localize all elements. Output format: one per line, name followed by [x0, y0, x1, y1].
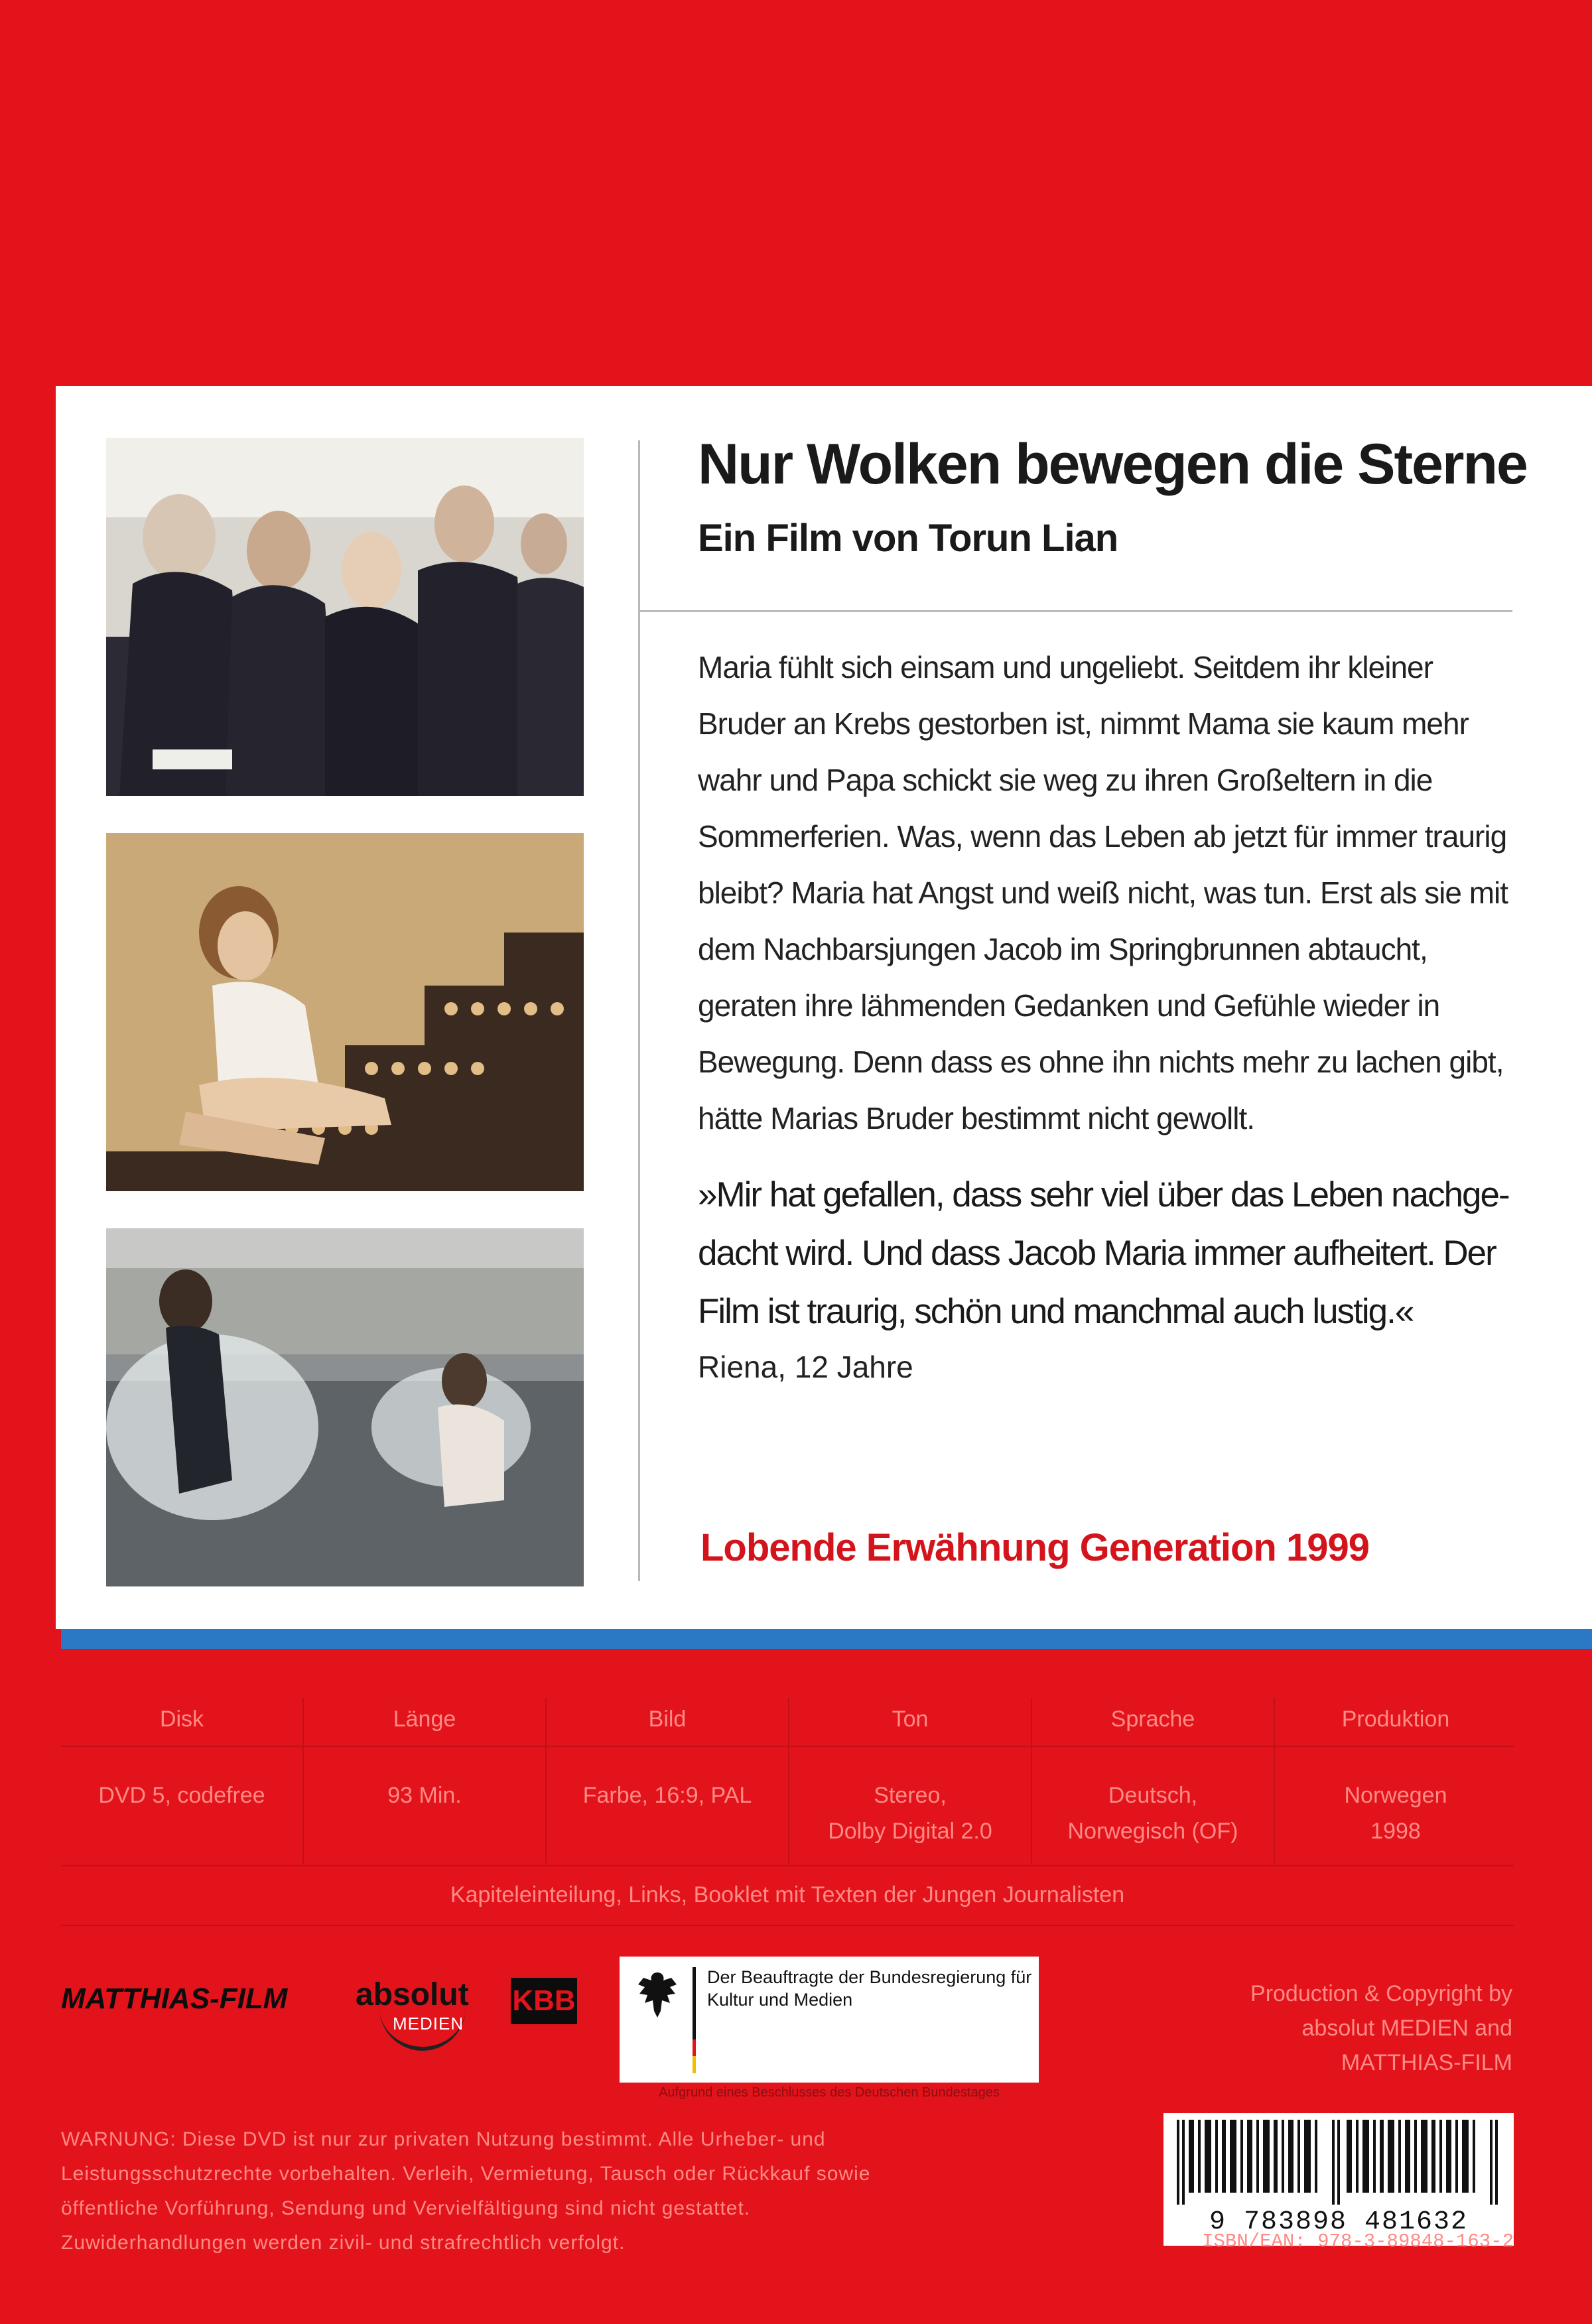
film-still-stairs: [106, 833, 584, 1191]
spec-label: Disk: [159, 1707, 204, 1732]
bkm-text: Der Beauftragte der Bundesregierung für Kultur und Medien: [707, 1967, 1032, 2010]
film-still-church: [106, 438, 584, 796]
production-copyright: Production & Copyright by absolut MEDIEN and MATTHIAS-FILM: [1250, 1981, 1512, 2075]
spec-label: Bild: [648, 1707, 687, 1732]
warning-text: WARNUNG: Diese DVD ist nur zur privaten Nutzung bestimmt. Alle Urheber- und Leistungsschutzrechte vorbehalten. Verleih, Vermietung, Tausch oder Rückkauf sowie öffentliche Vorführung, Sendung und Vervielfältigung sind nicht gestattet. Zuwiderhandlungen werden zivil- und strafrechtlich verfolgt.: [61, 2128, 871, 2254]
spec-disk: [61, 1698, 302, 1864]
spec-label: Länge: [393, 1707, 456, 1732]
spec-label: Sprache: [1110, 1707, 1195, 1732]
synopsis: Maria fühlt sich einsam und ungeliebt. Seitdem ihr kleiner Bruder an Krebs gestorben ist, nimmt Mama sie kaum mehr wahr und Papa schickt sie weg zu ihren Großeltern in die Sommerferien. Was, wenn das Leben ab jetzt für immer traurig bleibt? Maria hat Angst und weiß nicht, was tun. Erst als sie mit dem Nachbarsjungen Jacob im Springbrunnen abtaucht, geraten ihre lähmenden Gedanken und Gefühle wieder in Bewegung. Denn dass es ohne ihn nichts mehr zu lachen gibt, hätte Marias Bruder bestimmt nicht gewollt.: [698, 650, 1508, 1135]
spec-language: [1032, 1698, 1274, 1864]
spec-value: 93 Min.: [387, 1783, 462, 1808]
spec-value: DVD 5, codefree: [98, 1783, 265, 1808]
spec-label: Produktion: [1341, 1707, 1450, 1732]
film-subtitle: Ein Film von Torun Lian: [698, 517, 1118, 560]
blue-divider: [61, 1629, 1592, 1649]
isbn: ISBN/EAN: 978-3-89848-163-2: [1202, 2230, 1514, 2252]
specs-rule-mid: [61, 1865, 1514, 1866]
bkm-caption: Aufgrund eines Beschlusses des Deutschen Bundestages: [659, 2085, 1000, 2100]
absolut-logo-text: absolut: [356, 1977, 469, 2012]
spec-value: Farbe, 16:9, PAL: [582, 1783, 752, 1808]
bkm-logo: [620, 1957, 1039, 2083]
barcode: [1163, 2113, 1514, 2246]
spec-value: Stereo, Dolby Digital 2.0: [828, 1783, 992, 1844]
eagle-icon: [634, 1969, 681, 2022]
spec-picture: [547, 1698, 788, 1864]
spec-production: [1275, 1698, 1516, 1864]
quote-author: Riena, 12 Jahre: [698, 1350, 913, 1384]
flag-stripe: [693, 2023, 696, 2073]
specs-rule-bottom: [61, 1925, 1514, 1926]
barcode-digits: 9 783898 481632: [1209, 2207, 1469, 2237]
spec-label: Ton: [892, 1707, 929, 1732]
extras-line: Kapiteleinteilung, Links, Booklet mit Texten der Jungen Journalisten: [450, 1882, 1125, 1907]
review-quote: »Mir hat gefallen, dass sehr viel über das Leben nachgedacht wird. Und dass Jacob Maria immer aufheitert. Der Film ist traurig, schön und manchmal auch lustig.«: [698, 1175, 1510, 1331]
absolut-medien-logo: [353, 1967, 479, 2060]
spec-value: Deutsch, Norwegisch (OF): [1067, 1783, 1238, 1844]
kbb-logo: KBB: [511, 1978, 577, 2024]
spec-length: [304, 1698, 545, 1864]
spec-value: Norwegen 1998: [1344, 1783, 1447, 1844]
matthias-film-logo: MATTHIAS-FILM: [61, 1982, 288, 2015]
barcode-bars: [1173, 2120, 1504, 2205]
film-title: Nur Wolken bewegen die Sterne: [698, 432, 1527, 496]
spec-sound: [789, 1698, 1031, 1864]
film-still-fountain: [106, 1228, 584, 1586]
title-divider: [638, 610, 1512, 612]
absolut-logo-subtext: MEDIEN: [393, 2014, 464, 2033]
award-mention: Lobende Erwähnung Generation 1999: [700, 1526, 1369, 1569]
